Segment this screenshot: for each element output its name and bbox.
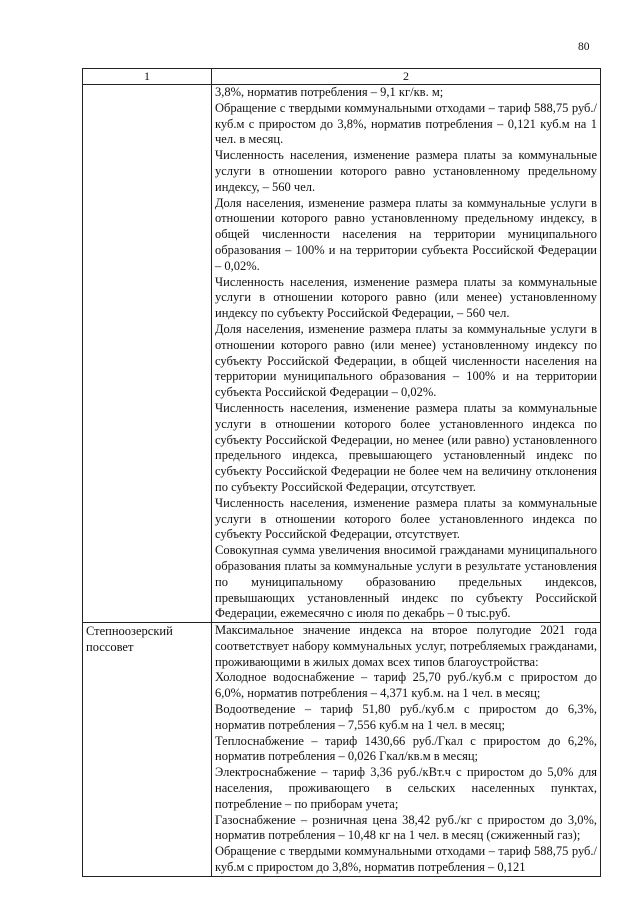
paragraph: Теплоснабжение – тариф 1430,66 руб./Гкал с приростом до 6,2%, норматив потребления – 0,026 Гкал/кв.м в месяц; — [215, 733, 597, 764]
table-header-row — [83, 69, 601, 85]
paragraph: Совокупная сумма увеличения вносимой гражданами муниципального образования платы за коммунальные услуги в результате установления по муниципальному образованию предельных индексов, превышающих установленный индекс по субъекту Российской Федерации, ежемесячно с июля по декабрь – 0 тыс.руб. — [215, 543, 597, 621]
description-cell — [212, 623, 601, 877]
column-header-2: 2 — [212, 69, 601, 85]
tariff-table — [82, 68, 601, 877]
municipality-name-cell: Степноозерский поссовет — [83, 623, 212, 877]
column-header-1: 1 — [83, 69, 212, 85]
paragraph: Доля населения, изменение размера платы за коммунальные услуги в отношении которого равно (или менее) установленному индексу по субъекту Российской Федерации, в общей численности населения на территории муниципального образования – 100% и на территории субъекта Российской Федерации – 0,02%. — [215, 321, 597, 400]
paragraph: Максимальное значение индекса на второе полугодие 2021 года соответствует набору коммунальных услуг, потребляемых гражданами, проживающими в жилых домах всех типов благоустройства: — [215, 623, 597, 669]
paragraph: Холодное водоснабжение – тариф 25,70 руб./куб.м с приростом до 6,0%, норматив потребления – 4,371 куб.м. на 1 чел. в месяц; — [215, 670, 597, 701]
municipality-name-cell — [83, 85, 212, 623]
paragraph: Численность населения, изменение размера платы за коммунальные услуги в отношении которого более установленного индекса по субъекту Российской Федерации, отсутствует. — [215, 495, 597, 542]
description-cell — [212, 85, 601, 623]
paragraph: Обращение с твердыми коммунальными отходами – тариф 588,75 руб./куб.м с приростом до 3,8%, норматив потребления – 0,121 куб.м на 1 чел. в месяц. — [215, 100, 597, 147]
page-number: 80 — [578, 41, 590, 53]
paragraph: Электроснабжение – тариф 3,36 руб./кВт.ч с приростом до 5,0% для населения, проживающего в сельских населенных пунктах, потребление – по приборам учета; — [215, 765, 597, 811]
table-row — [83, 623, 601, 877]
paragraph: Численность населения, изменение размера платы за коммунальные услуги в отношении которого равно (или менее) установленному индексу по субъекту Российской Федерации, – 560 чел. — [215, 274, 597, 321]
paragraph: 3,8%, норматив потребления – 9,1 кг/кв. м; — [215, 85, 444, 99]
paragraph: Обращение с твердыми коммунальными отходами – тариф 588,75 руб./куб.м с приростом до 3,8%, норматив потребления – 0,121 — [215, 844, 597, 875]
table-row — [83, 85, 601, 623]
paragraph: Численность населения, изменение размера платы за коммунальные услуги в отношении которого равно установленному предельному индексу, – 560 чел. — [215, 148, 597, 194]
paragraph: Доля населения, изменение размера платы за коммунальные услуги в отношении которого равно установленному предельному индексу, в общей численности населения на территории муниципального образования – 100% и на территории субъекта Российской Федерации – 0,02%. — [215, 195, 597, 273]
paragraph: Газоснабжение – розничная цена 38,42 руб./кг с приростом до 3,0%, норматив потребления – 10,48 кг на 1 чел. в месяц (сжиженный газ); — [215, 812, 597, 843]
paragraph: Численность населения, изменение размера платы за коммунальные услуги в отношении которого более установленного индекса по субъекту Российской Федерации, но менее (или равно) установленного предельного индекса, превышающего установленный индекс по субъекту Российской Федерации не более чем на величину отклонения по субъекту Российской Федерации, отсутствует. — [215, 400, 597, 494]
paragraph: Водоотведение – тариф 51,80 руб./куб.м с приростом до 6,3%, норматив потребления – 7,556 куб.м на 1 чел. в месяц; — [215, 702, 597, 732]
